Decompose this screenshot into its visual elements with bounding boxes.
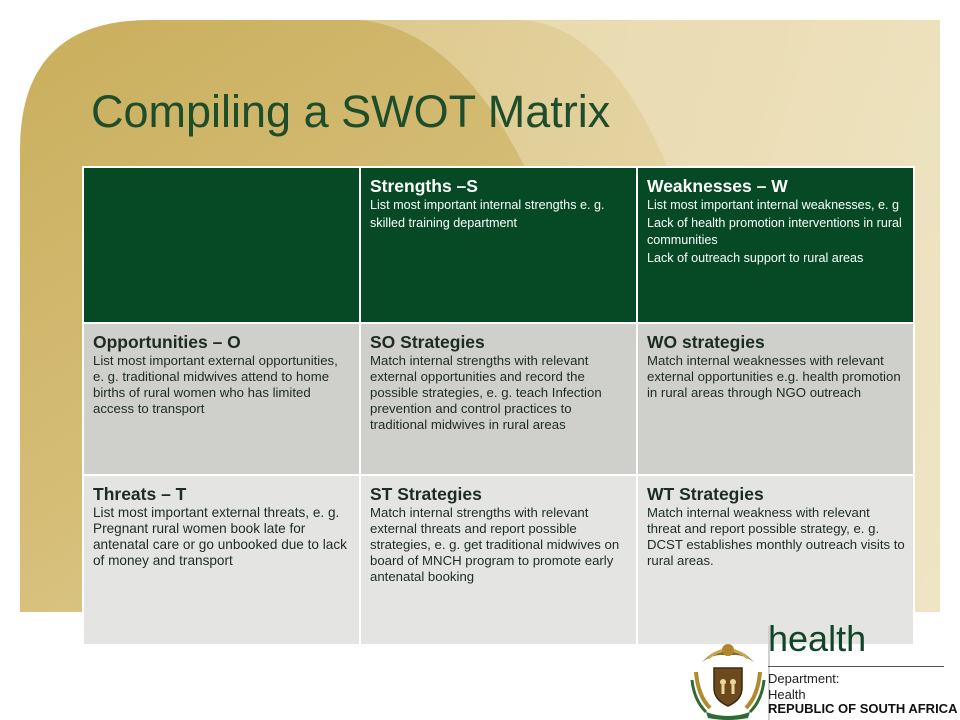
country-label: REPUBLIC OF SOUTH AFRICA xyxy=(768,701,958,716)
threats-title: Threats – T xyxy=(93,484,187,504)
weaknesses-header-cell xyxy=(637,167,914,323)
wo-strategies-title: WO strategies xyxy=(647,332,765,352)
opportunities-title: Opportunities – O xyxy=(93,332,241,352)
wt-strategies-description: Match internal weakness with relevant threat and report possible strategy, e. g. DCST establishes monthly outreach visits to rural areas. xyxy=(647,505,905,568)
weaknesses-title: Weaknesses – W xyxy=(647,176,788,196)
threats-description: List most important external threats, e. g. Pregnant rural women book late for antenatal care or go unbooked due to lack of money and transport xyxy=(93,505,347,568)
wo-strategies-description: Match internal weaknesses with relevant external opportunities e.g. health promotion in rural areas through NGO outreach xyxy=(647,353,901,400)
opportunities-description: List most important external opportunities, e. g. traditional midwives attend to home births of rural women who has limited access to transport xyxy=(93,353,338,416)
swot-header-row xyxy=(83,167,914,323)
so-strategies-title: SO Strategies xyxy=(370,332,485,352)
swot-corner-cell xyxy=(83,167,360,323)
wt-strategies-cell xyxy=(637,475,914,645)
st-strategies-description: Match internal strengths with relevant external threats and report possible strategies, e. g. get traditional midwives on board of MNCH program to promote early antenatal booking xyxy=(370,505,620,584)
slide-title: Compiling a SWOT Matrix xyxy=(91,86,611,137)
so-strategies-description: Match internal strengths with relevant external opportunities and record the possible strategies, e. g. teach Infection prevention and control practices to traditional midwives in rural areas xyxy=(370,353,602,432)
weaknesses-description: List most important internal weaknesses, e. g Lack of health promotion interventions in rural communities Lack of outreach support to rural areas xyxy=(647,198,902,265)
strengths-title: Strengths –S xyxy=(370,176,478,196)
opportunities-row xyxy=(83,323,914,475)
strengths-description: List most important internal strengths e. g. skilled training department xyxy=(370,198,605,230)
st-strategies-title: ST Strategies xyxy=(370,484,482,504)
health-label: Health xyxy=(768,687,806,702)
st-strategies-cell xyxy=(360,475,637,645)
logo-divider-line xyxy=(768,666,944,667)
threats-cell xyxy=(83,475,360,645)
wo-strategies-cell xyxy=(637,323,914,475)
swot-matrix xyxy=(82,166,915,646)
strengths-header-cell xyxy=(360,167,637,323)
opportunities-cell xyxy=(83,323,360,475)
health-wordmark: health xyxy=(768,624,867,659)
wt-strategies-title: WT Strategies xyxy=(647,484,764,504)
department-label: Department: xyxy=(768,671,840,686)
threats-row xyxy=(83,475,914,645)
so-strategies-cell xyxy=(360,323,637,475)
